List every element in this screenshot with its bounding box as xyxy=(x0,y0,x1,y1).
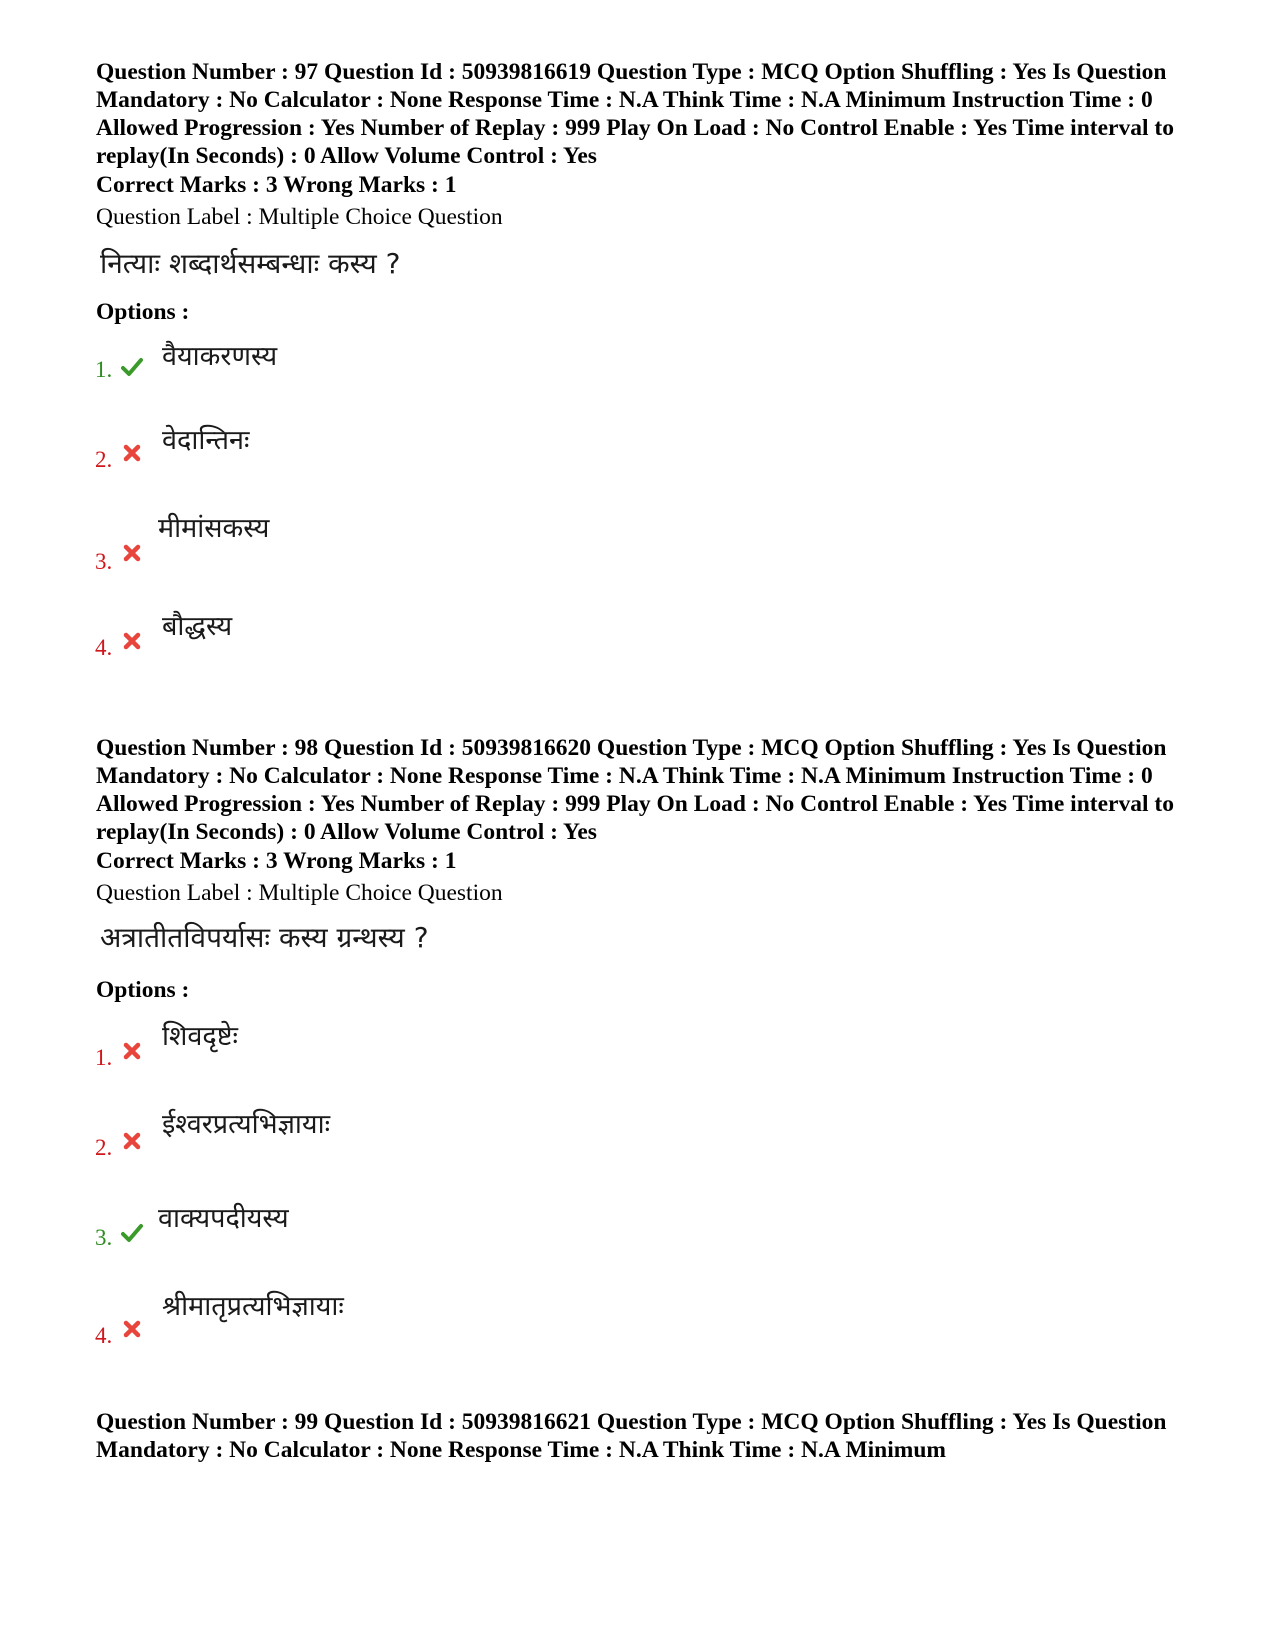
option-number: 2. xyxy=(95,447,113,472)
cross-icon xyxy=(121,630,143,652)
option-item[interactable] xyxy=(0,1021,1275,1090)
option-number: 4. xyxy=(95,1323,113,1348)
question-text: नित्याः शब्दार्थसम्बन्धाः कस्य ? xyxy=(100,247,401,280)
option-number: 3. xyxy=(95,1225,113,1250)
question-marks: Correct Marks : 3 Wrong Marks : 1 xyxy=(96,172,457,198)
cross-icon xyxy=(121,542,143,564)
option-text: मीमांसकस्य xyxy=(158,513,270,544)
question-label: Question Label : Multiple Choice Question xyxy=(96,880,503,906)
option-number: 1. xyxy=(95,357,113,382)
option-text: बौद्धस्य xyxy=(162,611,233,642)
cross-icon xyxy=(121,1040,143,1062)
option-item[interactable] xyxy=(0,611,1275,680)
question-text: अत्रातीतविपर्यासः कस्य ग्रन्थस्य ? xyxy=(100,921,429,954)
cross-icon xyxy=(121,1130,143,1152)
option-number: 2. xyxy=(95,1135,113,1160)
option-item[interactable] xyxy=(0,1291,1275,1368)
question-label: Question Label : Multiple Choice Question xyxy=(96,204,503,230)
options-heading: Options : xyxy=(96,299,190,325)
option-text: श्रीमातृप्रत्यभिज्ञायाः xyxy=(162,1291,344,1322)
option-item[interactable] xyxy=(0,425,1275,490)
option-text: ईश्वरप्रत्यभिज्ञायाः xyxy=(162,1109,331,1140)
option-number: 1. xyxy=(95,1045,113,1070)
question-meta: Question Number : 97 Question Id : 50939816619 Question Type : MCQ Option Shuffling : Yes Is Question Mandatory : No Calculator : None Response Time : N.A Think Time : N.A Minimum Instruction Time : 0 Allowed Progression : Yes Number of Replay : 999 Play On Load : No Control Enable : Yes Time interval to replay(In Seconds) : 0 Allow Volume Control : Yes xyxy=(96,59,1174,169)
option-number: 4. xyxy=(95,635,113,660)
cross-icon xyxy=(121,1318,143,1340)
option-text: वैयाकरणस्य xyxy=(162,341,278,372)
question-meta: Question Number : 98 Question Id : 50939816620 Question Type : MCQ Option Shuffling : Yes Is Question Mandatory : No Calculator : None Response Time : N.A Think Time : N.A Minimum Instruction Time : 0 Allowed Progression : Yes Number of Replay : 999 Play On Load : No Control Enable : Yes Time interval to replay(In Seconds) : 0 Allow Volume Control : Yes xyxy=(96,735,1174,845)
question-meta: Question Number : 99 Question Id : 50939816621 Question Type : MCQ Option Shuffling : Yes Is Question Mandatory : No Calculator : None Response Time : N.A Think Time : N.A Minimum xyxy=(96,1409,1167,1463)
question-marks: Correct Marks : 3 Wrong Marks : 1 xyxy=(96,848,457,874)
option-item[interactable] xyxy=(0,1109,1275,1180)
cross-icon xyxy=(121,442,143,464)
check-icon xyxy=(121,356,143,378)
options-heading: Options : xyxy=(96,977,190,1003)
option-text: वाक्यपदीयस्य xyxy=(158,1203,289,1234)
option-item[interactable] xyxy=(0,1203,1275,1270)
check-icon xyxy=(121,1222,143,1244)
option-item[interactable] xyxy=(0,513,1275,590)
option-number: 3. xyxy=(95,549,113,574)
option-text: शिवदृष्टेः xyxy=(162,1021,238,1052)
option-text: वेदान्तिनः xyxy=(162,425,250,456)
option-item[interactable] xyxy=(0,340,1275,400)
